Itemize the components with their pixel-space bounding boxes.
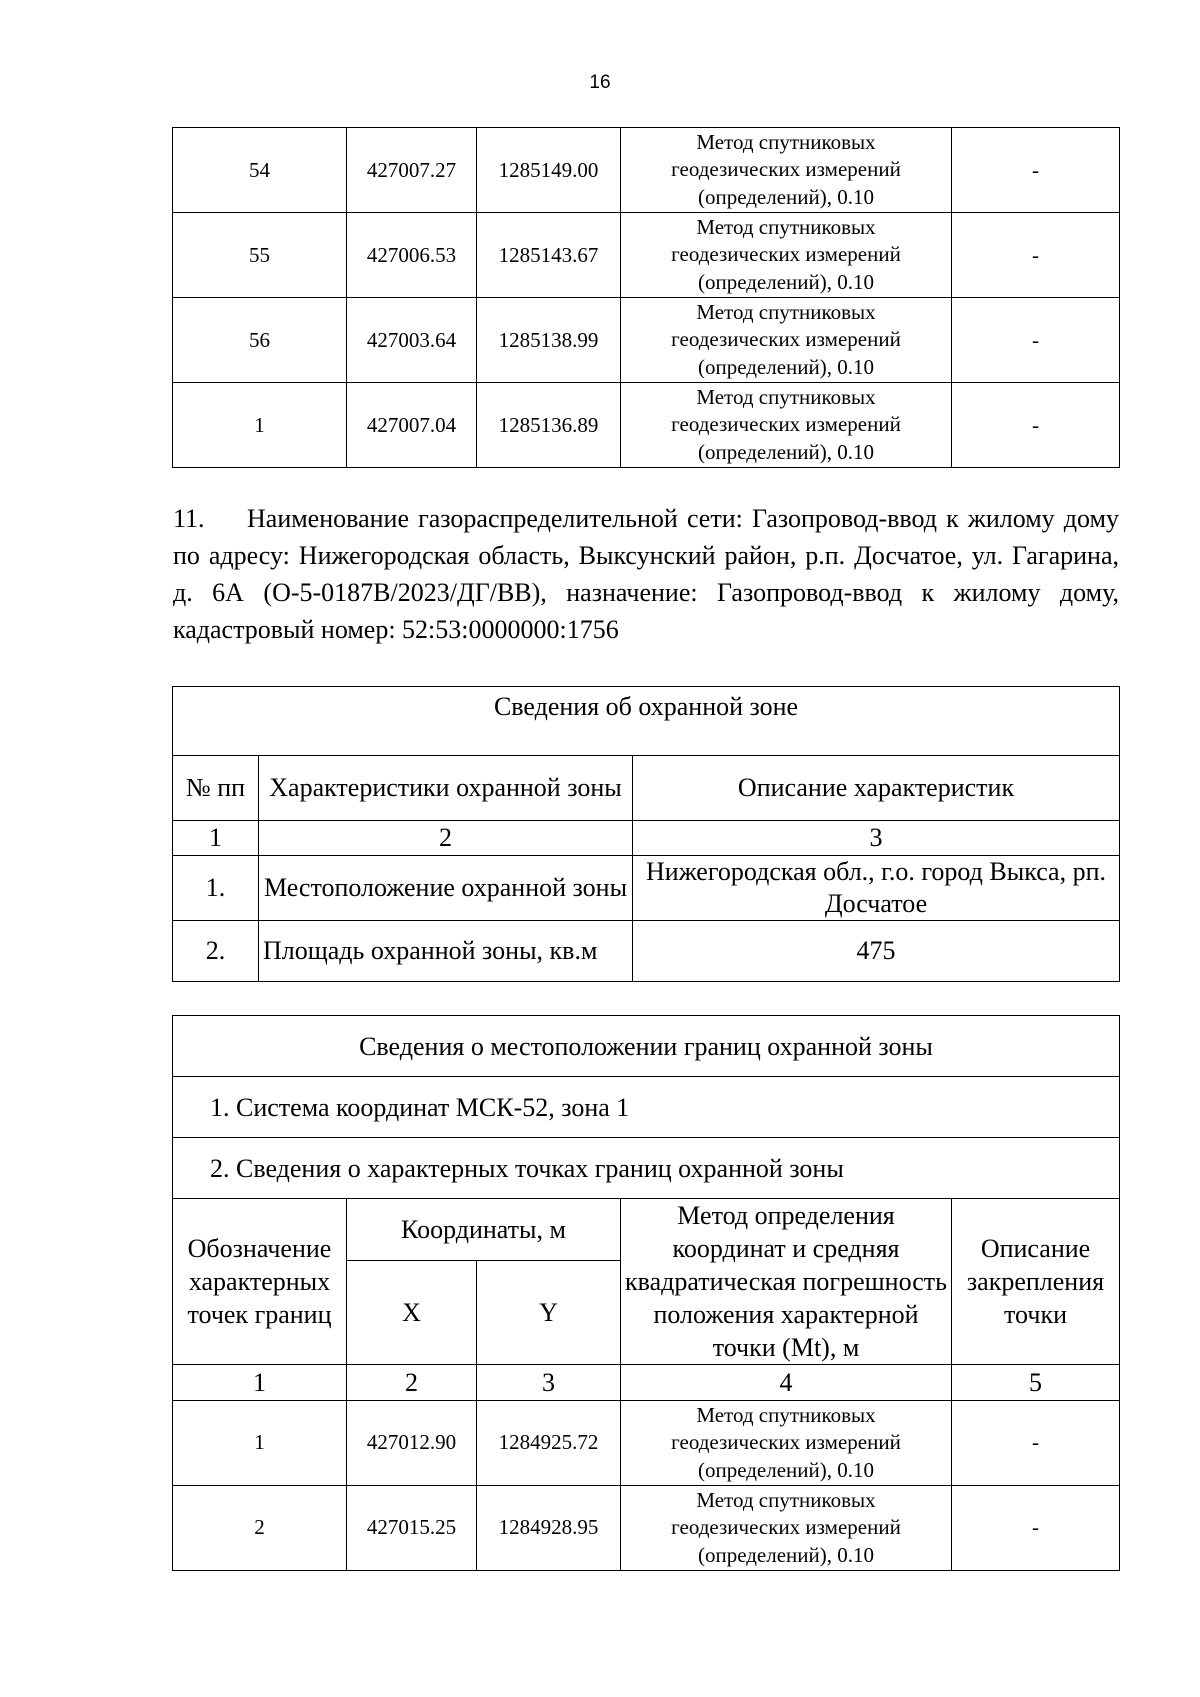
fixing-cell: - xyxy=(952,1401,1120,1486)
point-cell: 1 xyxy=(173,1401,347,1486)
method-line: Метод спутниковых xyxy=(696,129,876,154)
header-x: X xyxy=(347,1261,477,1365)
page-number: 16 xyxy=(589,72,611,93)
fixing-cell: - xyxy=(952,1486,1120,1571)
protection-zone-table xyxy=(172,686,1120,982)
method-cell xyxy=(621,1401,952,1486)
fixing-cell: - xyxy=(952,383,1120,468)
method-line: Метод спутниковых xyxy=(696,1487,876,1512)
fixing-cell: - xyxy=(952,128,1120,213)
table-row xyxy=(173,383,1120,468)
index-cell: 3 xyxy=(633,821,1120,856)
method-line: (определений), 0.10 xyxy=(697,1457,875,1482)
header-number: № пп xyxy=(173,756,259,821)
index-cell: 3 xyxy=(477,1365,621,1401)
row-description: Нижегородская обл., г.о. город Выкса, рп. Досчатое xyxy=(633,856,1120,921)
method-cell xyxy=(621,213,952,298)
fixing-cell: - xyxy=(952,213,1120,298)
y-cell: 1285138.99 xyxy=(477,298,621,383)
x-cell: 427003.64 xyxy=(347,298,477,383)
method-line: Метод спутниковых xyxy=(696,1402,876,1427)
point-cell: 2 xyxy=(173,1486,347,1571)
header-fixing: Описание закрепления точки xyxy=(952,1199,1120,1365)
boundary-coordinates-table xyxy=(172,1015,1120,1571)
point-cell: 1 xyxy=(173,383,347,468)
table-row xyxy=(173,213,1120,298)
index-cell: 2 xyxy=(347,1365,477,1401)
index-cell: 5 xyxy=(952,1365,1120,1401)
table-row xyxy=(173,1401,1120,1486)
method-line: геодезических измерений xyxy=(671,242,901,267)
row-number: 2. xyxy=(173,921,259,982)
index-cell: 2 xyxy=(259,821,633,856)
header-characteristics: Характеристики охранной зоны xyxy=(259,756,633,821)
row-description: 475 xyxy=(633,921,1120,982)
method-cell xyxy=(621,1486,952,1571)
points-title: 2. Сведения о характерных точках границ охранной зоны xyxy=(173,1138,1120,1199)
method-line: Метод спутниковых xyxy=(696,384,876,409)
method-line: (определений), 0.10 xyxy=(697,354,875,379)
method-line: геодезических измерений xyxy=(671,1430,901,1455)
boundary-points-table-continued xyxy=(172,127,1120,468)
method-cell xyxy=(621,298,952,383)
paragraph-text: Наименование газораспределительной сети: Газопровод-ввод к жилому дому по адресу: Нижегородская область, Выксунский район, р.п. Досчатое, ул. Гагарина, д. 6А (О-5-0187В/2023/ДГ/ВВ), назначение: Газопровод-ввод к жилому дому, кадастровый номер: 52:53:0000000:1756 xyxy=(173,504,1119,644)
network-description-paragraph xyxy=(173,500,1119,648)
row-characteristic: Местоположение охранной зоны xyxy=(259,856,633,921)
coords-table-title: Сведения о местоположении границ охранной зоны xyxy=(173,1016,1120,1077)
method-line: (определений), 0.10 xyxy=(697,439,875,464)
x-cell: 427015.25 xyxy=(347,1486,477,1571)
method-line: (определений), 0.10 xyxy=(697,1542,875,1567)
x-cell: 427007.04 xyxy=(347,383,477,468)
method-line: геодезических измерений xyxy=(671,1515,901,1540)
method-line: Метод спутниковых xyxy=(696,299,876,324)
method-line: (определений), 0.10 xyxy=(697,184,875,209)
point-cell: 55 xyxy=(173,213,347,298)
header-y: Y xyxy=(477,1261,621,1365)
table-row xyxy=(173,128,1120,213)
y-cell: 1285143.67 xyxy=(477,213,621,298)
point-cell: 54 xyxy=(173,128,347,213)
header-method: Метод определения координат и средняя квадратическая погрешность положения характерной точки (Mt), м xyxy=(621,1199,952,1365)
zone-table-title: Сведения об охранной зоне xyxy=(173,687,1120,756)
method-line: (определений), 0.10 xyxy=(697,269,875,294)
header-coordinates: Координаты, м xyxy=(347,1199,621,1261)
x-cell: 427012.90 xyxy=(347,1401,477,1486)
index-cell: 1 xyxy=(173,1365,347,1401)
y-cell: 1285149.00 xyxy=(477,128,621,213)
table-row xyxy=(173,856,1120,921)
method-line: Метод спутниковых xyxy=(696,214,876,239)
row-number: 1. xyxy=(173,856,259,921)
y-cell: 1284928.95 xyxy=(477,1486,621,1571)
index-cell: 1 xyxy=(173,821,259,856)
fixing-cell: - xyxy=(952,298,1120,383)
y-cell: 1285136.89 xyxy=(477,383,621,468)
method-line: геодезических измерений xyxy=(671,327,901,352)
coordinate-system: 1. Система координат МСК-52, зона 1 xyxy=(173,1077,1120,1138)
index-cell: 4 xyxy=(621,1365,952,1401)
row-characteristic: Площадь охранной зоны, кв.м xyxy=(259,921,633,982)
x-cell: 427006.53 xyxy=(347,213,477,298)
table-row xyxy=(173,298,1120,383)
paragraph-number: 11. xyxy=(173,504,205,533)
table-row xyxy=(173,921,1120,982)
header-designation: Обозначение характерных точек границ xyxy=(173,1199,347,1365)
method-cell xyxy=(621,383,952,468)
method-line: геодезических измерений xyxy=(671,412,901,437)
method-cell xyxy=(621,128,952,213)
table-row xyxy=(173,1486,1120,1571)
method-line: геодезических измерений xyxy=(671,157,901,182)
point-cell: 56 xyxy=(173,298,347,383)
header-description: Описание характеристик xyxy=(633,756,1120,821)
y-cell: 1284925.72 xyxy=(477,1401,621,1486)
x-cell: 427007.27 xyxy=(347,128,477,213)
